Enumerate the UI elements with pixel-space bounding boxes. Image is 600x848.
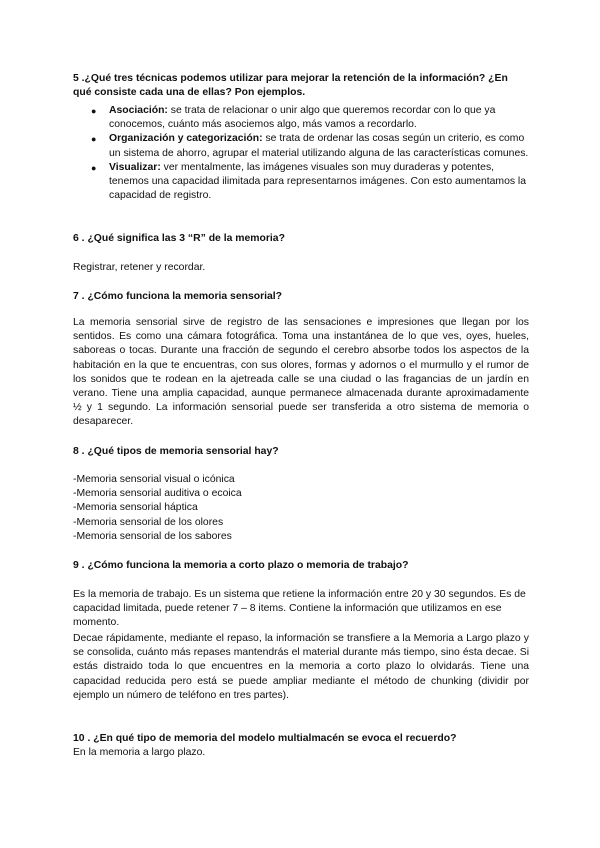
question-9-paragraph-1: Es la memoria de trabajo. Es un sistema que retiene la información entre 20 y 30 segundos. Es de capacidad limitada, puede retener 7 – 8 items. Contiene la información que utilizamos en ese momento. — [73, 589, 526, 629]
list-item — [73, 132, 529, 160]
list-item: -Memoria sensorial de los sabores — [73, 530, 232, 542]
list-item: -Memoria sensorial auditiva o ecoica — [73, 488, 242, 500]
term-label: Visualizar: — [109, 161, 161, 173]
question-5-title: 5 .¿Qué tres técnicas podemos utilizar para mejorar la retención de la información? ¿En qué consiste cada una de ellas? Pon ejemplos. — [73, 73, 508, 99]
term-description: ver mentalmente, las imágenes visuales son muy duraderas y potentes, tenemos una capacidad ilimitada para representarnos imágenes. Con esto aumentamos la capacidad de registro. — [109, 161, 527, 202]
question-6-title: 6 . ¿Qué significa las 3 “R” de la memoria? — [73, 233, 285, 244]
question-7-title: 7 . ¿Cómo funciona la memoria sensorial? — [73, 291, 283, 302]
question-10-answer: En la memoria a largo plazo. — [73, 747, 206, 758]
list-item — [73, 161, 529, 204]
list-item: -Memoria sensorial háptica — [73, 502, 198, 514]
question-6-answer: Registrar, retener y recordar. — [73, 262, 206, 273]
question-8-title: 8 . ¿Qué tipos de memoria sensorial hay? — [73, 446, 279, 457]
term-label: Organización y categorización: — [109, 133, 263, 145]
question-9-paragraph-2: Decae rápidamente, mediante el repaso, la información se transfiere a la Memoria a Largo plazo y se consolida, cuánto más repases mantendrás el material durante más tiempo, sino ésta decae. Si estás distraido toda lo que encuentres en la memoria a corto plazo lo olvidarás. Tiene una capacidad reducida pero está se puede ampliar mediante el método de chunking (dividir por ejemplo un número de teléfono en tres partes). — [73, 633, 529, 701]
question-7-answer: La memoria sensorial sirve de registro de las sensaciones e impresiones que llegan por los sentidos. Es como una cámara fotográfica. Toma una instantánea de lo que ves, oyes, hueles, saboreas o tocas. Durante una fracción de segundo el cerebro absorbe todos los aspectos de la habitación en la que te encuentras, con sus olores, formas y adornos o el murmullo y el rumor de los sonidos que te rodean en la ajetreada calle se una ciudad o las fragancias de un jardín en verano. Tiene una amplia capacidad, aunque permanece almacenada durante aproximadamente ½ y 1 segundo. La información sensorial puede ser transferida a otro sistema de memoria o desaparecer. — [73, 317, 529, 428]
term-label: Asociación: — [109, 105, 168, 116]
term-description: se trata de relacionar o unir algo que queremos recordar con lo que ya conocemos, cuánto más asociemos algo, más vamos a recordarlo. — [109, 105, 496, 131]
list-item: -Memoria sensorial visual o icónica — [73, 474, 235, 485]
question-9-title: 9 . ¿Cómo funciona la memoria a corto plazo o memoria de trabajo? — [73, 560, 409, 571]
list-item — [73, 104, 529, 132]
bullet-icon: ● — [91, 134, 97, 145]
list-item: -Memoria sensorial de los olores — [73, 516, 224, 528]
question-10-title: 10 . ¿En qué tipo de memoria del modelo multialmacén se evoca el recuerdo? — [73, 733, 457, 744]
bullet-icon: ● — [91, 162, 97, 173]
term-description: se trata de ordenar las cosas según un criterio, es como un sistema de ahorro, agrupar el material utilizando alguna de las características comunes. — [109, 133, 529, 159]
techniques-list — [73, 104, 529, 203]
bullet-icon: ● — [91, 106, 97, 116]
sensory-types-list — [73, 473, 529, 544]
